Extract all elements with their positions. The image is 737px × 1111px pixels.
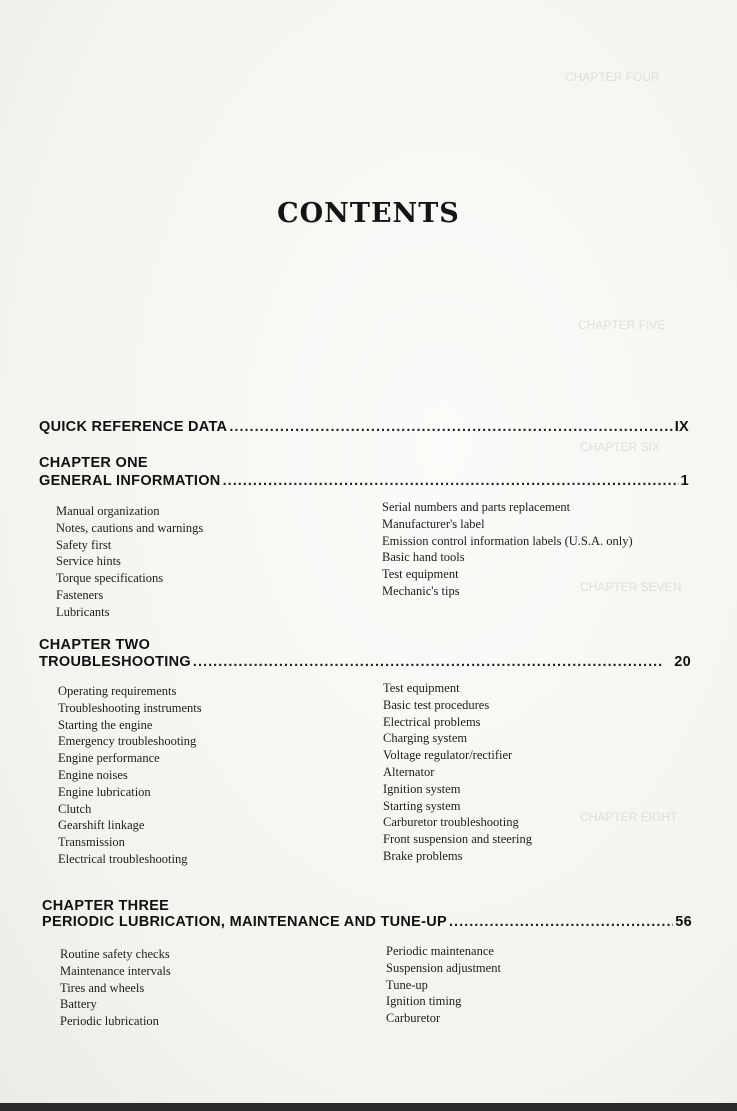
- toc-heading: TROUBLESHOOTING: [39, 654, 191, 670]
- dot-leader: [193, 654, 672, 670]
- show-through-text: CHAPTER FIVE: [578, 318, 666, 332]
- dot-leader: [229, 419, 672, 435]
- topic-list-left: [58, 683, 202, 868]
- toc-page-number: 1: [680, 473, 689, 489]
- list-item: Brake problems: [383, 848, 463, 863]
- toc-entry-quick-reference[interactable]: [39, 419, 689, 435]
- list-item: Electrical troubleshooting: [58, 851, 188, 866]
- list-item: Routine safety checks: [60, 947, 170, 961]
- list-item: Emergency troubleshooting: [58, 734, 197, 749]
- list-item: Basic hand tools: [382, 550, 465, 565]
- list-item: Safety first: [56, 537, 112, 552]
- list-item: Manufacturer's label: [382, 516, 485, 531]
- list-item: Gearshift linkage: [58, 818, 145, 833]
- list-item: Torque specifications: [56, 571, 164, 586]
- topic-list-right: [383, 680, 532, 865]
- toc-page-number: 20: [674, 654, 691, 670]
- list-item: Notes, cautions and warnings: [56, 520, 204, 535]
- list-item: Maintenance intervals: [60, 963, 171, 978]
- toc-heading: PERIODIC LUBRICATION, MAINTENANCE AND TUNE-UP: [42, 914, 447, 930]
- list-item: Service hints: [56, 554, 121, 569]
- list-item: Engine lubrication: [58, 784, 151, 799]
- toc-heading: GENERAL INFORMATION: [39, 473, 221, 489]
- toc-entry-chapter-one[interactable]: [39, 473, 689, 489]
- list-item: Troubleshooting instruments: [58, 700, 202, 715]
- list-item: Electrical problems: [383, 714, 481, 729]
- toc-entry-chapter-three[interactable]: [42, 914, 692, 930]
- list-item: Front suspension and steering: [383, 832, 532, 847]
- list-item: Ignition system: [383, 781, 461, 796]
- list-item: Serial numbers and parts replacement: [382, 500, 571, 514]
- list-item: Manual organization: [56, 504, 160, 518]
- list-item: Basic test procedures: [383, 697, 490, 712]
- list-item: Engine performance: [58, 751, 160, 766]
- list-item: Voltage regulator/rectifier: [383, 748, 513, 763]
- dot-leader: [223, 473, 679, 489]
- list-item: Emission control information labels (U.S.A. only): [382, 533, 633, 548]
- list-item: Engine noises: [58, 767, 128, 782]
- dot-leader: [449, 914, 673, 930]
- show-through-text: CHAPTER SIX: [580, 440, 661, 454]
- topic-list-right: [382, 499, 633, 600]
- list-item: Ignition timing: [386, 994, 462, 1009]
- list-item: Carburetor: [386, 1011, 441, 1026]
- chapter-label: CHAPTER THREE: [42, 898, 170, 914]
- topic-list-right: [386, 943, 501, 1027]
- list-item: Operating requirements: [58, 684, 177, 698]
- toc-page-number: 56: [675, 914, 692, 930]
- list-item: Periodic maintenance: [386, 944, 494, 958]
- list-item: Tires and wheels: [60, 980, 145, 995]
- scan-edge-bar: [0, 1103, 737, 1111]
- chapter-label: CHAPTER ONE: [39, 455, 148, 471]
- list-item: Clutch: [58, 801, 92, 816]
- list-item: Test equipment: [383, 681, 460, 695]
- topic-list-left: [60, 946, 171, 1030]
- page-title: CONTENTS: [277, 198, 460, 229]
- list-item: Battery: [60, 997, 97, 1012]
- list-item: Suspension adjustment: [386, 960, 501, 975]
- list-item: Transmission: [58, 835, 125, 850]
- list-item: Charging system: [383, 731, 468, 746]
- list-item: Lubricants: [56, 604, 110, 619]
- toc-page-number: IX: [674, 419, 689, 435]
- list-item: Carburetor troubleshooting: [383, 815, 519, 830]
- list-item: Periodic lubrication: [60, 1014, 159, 1029]
- list-item: Tune-up: [386, 977, 428, 992]
- chapter-label: CHAPTER TWO: [39, 637, 151, 653]
- toc-heading: QUICK REFERENCE DATA: [39, 419, 228, 435]
- list-item: Fasteners: [56, 587, 104, 602]
- list-item: Alternator: [383, 764, 435, 779]
- list-item: Starting system: [383, 798, 461, 813]
- list-item: Starting the engine: [58, 717, 153, 732]
- show-through-text: CHAPTER EIGHT: [580, 810, 678, 824]
- toc-entry-chapter-two[interactable]: [39, 654, 691, 670]
- show-through-text: CHAPTER SEVEN: [580, 580, 682, 594]
- list-item: Mechanic's tips: [382, 583, 460, 598]
- topic-list-left: [56, 503, 203, 621]
- list-item: Test equipment: [382, 567, 459, 582]
- show-through-text: CHAPTER FOUR: [565, 70, 660, 84]
